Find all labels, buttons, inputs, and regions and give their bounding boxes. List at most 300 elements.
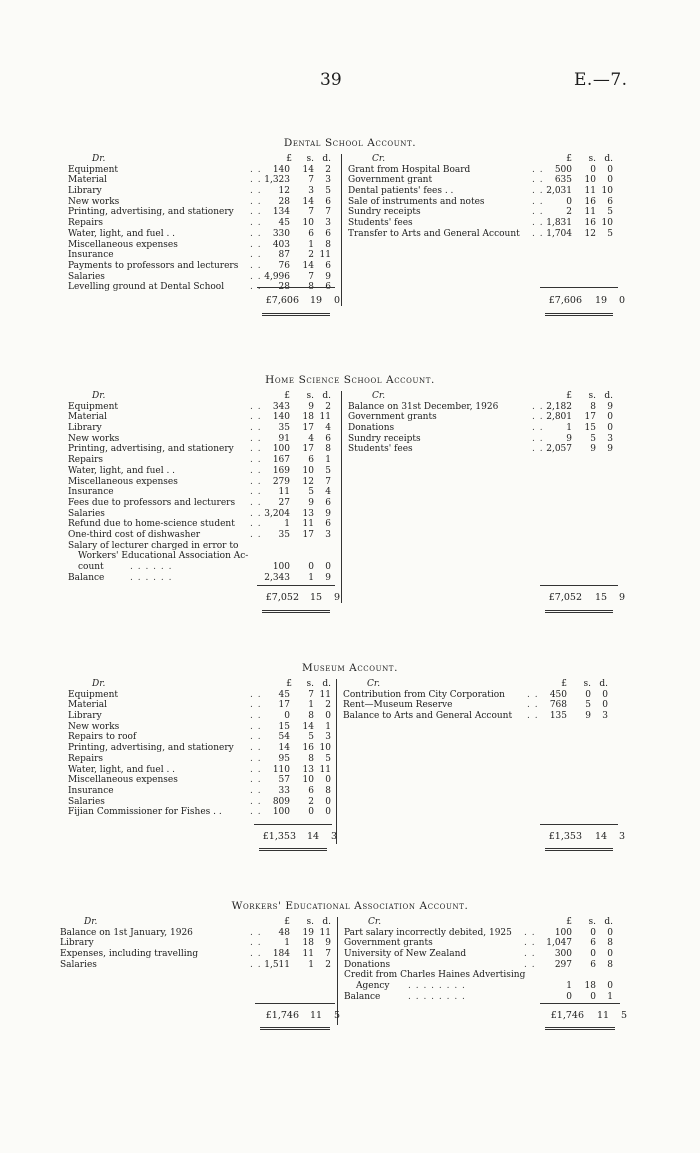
leader-dots: . . xyxy=(532,218,544,229)
item-label: Government grants xyxy=(344,938,433,949)
leader-dots: . . xyxy=(250,753,262,764)
pounds-value: 33 xyxy=(278,785,290,796)
shillings-header: s. xyxy=(588,391,596,401)
pence-value: 6 xyxy=(325,228,331,239)
credit-line-2: Agency xyxy=(356,981,390,992)
ledger-row xyxy=(348,197,618,208)
total-pence: 3 xyxy=(331,831,338,842)
shillings-value: 16 xyxy=(584,196,596,207)
pounds-value: 11 xyxy=(278,487,290,498)
shillings-value: 11 xyxy=(584,207,596,218)
leader-dots: . . xyxy=(250,476,262,487)
leader-dots: . . xyxy=(250,282,262,293)
pounds-value: 45 xyxy=(278,689,290,700)
leader-dots: . . xyxy=(532,186,544,197)
item-label: Donations xyxy=(344,959,391,970)
leader-dots: . . xyxy=(524,938,536,949)
shillings-header: s. xyxy=(306,917,314,927)
home-title: Home Science School Account. xyxy=(265,374,435,386)
pence-value: 4 xyxy=(325,487,331,498)
pence-value: 10 xyxy=(319,743,331,754)
shillings-value: 0 xyxy=(308,562,314,572)
pence-value: 6 xyxy=(607,196,613,207)
item-label: Equipment xyxy=(68,401,119,412)
pence-header: d. xyxy=(604,391,613,401)
shillings-value: 8 xyxy=(590,401,596,412)
total-pence: 9 xyxy=(619,592,626,603)
total-pounds: £1,353 xyxy=(548,831,582,842)
item-label: Library xyxy=(60,938,94,949)
leader-dots: . . xyxy=(250,796,262,807)
ledger-row xyxy=(68,743,338,754)
pounds-value: 100 xyxy=(272,444,290,455)
pence-value: 11 xyxy=(319,764,331,775)
total-pence: 0 xyxy=(334,295,341,306)
item-label: Government grants xyxy=(348,412,437,423)
leader-dots: . . xyxy=(250,455,262,466)
home-divider xyxy=(341,391,342,603)
total-pence: 5 xyxy=(334,1010,341,1021)
item-label: One-third cost of dishwasher xyxy=(68,529,201,540)
ledger-row xyxy=(348,165,618,176)
pence-value: 11 xyxy=(319,412,331,423)
item-label: Refund due to home-science student xyxy=(68,519,235,530)
pounds-value: 14 xyxy=(278,743,290,754)
pounds-value: 1,704 xyxy=(546,228,572,239)
pounds-value: 54 xyxy=(278,732,290,743)
pounds-value: 500 xyxy=(554,164,572,175)
item-label: Salaries xyxy=(68,271,105,282)
total-shillings: 19 xyxy=(594,295,608,306)
shillings-value: 10 xyxy=(302,218,314,229)
pence-value: 7 xyxy=(325,476,331,487)
home-cr-rule xyxy=(540,585,618,586)
dental-cr-total xyxy=(540,295,625,306)
shillings-value: 14 xyxy=(302,196,314,207)
home-salary-item xyxy=(68,541,338,552)
ledger-row xyxy=(68,775,338,786)
wea-dr-rows xyxy=(60,928,340,971)
item-label: Miscellaneous expenses xyxy=(68,239,178,250)
shillings-header: s. xyxy=(588,917,596,927)
home-salary-item-2 xyxy=(68,551,338,562)
dental-dr-rule xyxy=(257,287,335,288)
ledger-row xyxy=(68,711,338,722)
leader-dots: . . xyxy=(250,271,262,282)
item-label: Material xyxy=(68,412,107,423)
dr-heading: Dr. xyxy=(84,917,98,927)
pounds-value: 9 xyxy=(566,433,572,444)
pounds-value: 300 xyxy=(554,949,572,960)
pounds-value: 2,057 xyxy=(546,444,572,455)
pounds-value: 1,511 xyxy=(264,959,290,970)
item-label: Library xyxy=(68,423,102,434)
shillings-value: 11 xyxy=(584,186,596,197)
pence-value: 6 xyxy=(325,282,331,293)
cr-heading: Cr. xyxy=(372,154,386,164)
ledger-row xyxy=(348,412,618,423)
leader-dots: . . xyxy=(250,508,262,519)
ledger-row xyxy=(68,797,338,808)
leader-dots: . . xyxy=(532,228,544,239)
leader-dots: . . xyxy=(532,164,544,175)
pence-value: 2 xyxy=(325,401,331,412)
pounds-value: 140 xyxy=(272,164,290,175)
leader-dots: . . xyxy=(250,164,262,175)
ledger-row xyxy=(68,754,338,765)
item-label: Printing, advertising, and stationery xyxy=(68,444,234,455)
dental-dr-side xyxy=(68,154,338,293)
pounds-value: 1,323 xyxy=(264,175,290,186)
pounds-value: 4,996 xyxy=(264,271,290,282)
item-label: New works xyxy=(68,721,120,732)
ledger-row xyxy=(68,434,338,445)
ledger-row xyxy=(68,197,338,208)
pounds-value: 279 xyxy=(272,476,290,487)
ledger-row xyxy=(68,175,338,186)
dental-title: Dental School Account. xyxy=(283,137,417,149)
shillings-value: 14 xyxy=(302,260,314,271)
item-label: Part salary incorrectly debited, 1925 xyxy=(344,927,512,938)
ledger-row xyxy=(348,186,618,197)
pounds-value: 330 xyxy=(272,228,290,239)
pence-value: 6 xyxy=(325,519,331,530)
pence-value: 0 xyxy=(325,796,331,807)
item-label: Insurance xyxy=(68,487,114,498)
shillings-header: s. xyxy=(583,679,591,689)
dental-dr-header xyxy=(68,154,338,165)
shillings-value: 12 xyxy=(584,228,596,239)
item-label: Dental patients' fees . . xyxy=(348,186,454,197)
pounds-value: 28 xyxy=(278,196,290,207)
pence-value: 6 xyxy=(325,433,331,444)
leader-dots: . . xyxy=(250,529,262,540)
pence-value: 9 xyxy=(325,271,331,282)
item-label: Repairs xyxy=(68,455,104,466)
page-number: 39 xyxy=(320,70,342,90)
wea-title: Workers' Educational Association Account. xyxy=(231,900,469,912)
ledger-row xyxy=(68,487,338,498)
item-label: Water, light, and fuel . . xyxy=(68,465,176,476)
dental-dr-rows xyxy=(68,165,338,293)
home-cr-total xyxy=(540,592,625,603)
item-label: Repairs xyxy=(68,753,104,764)
leader-dots: . . xyxy=(527,700,539,711)
item-label: Insurance xyxy=(68,785,114,796)
pounds-value: 15 xyxy=(278,721,290,732)
ledger-row xyxy=(68,530,338,541)
item-label: Students' fees xyxy=(348,218,413,229)
shillings-value: 7 xyxy=(308,175,314,186)
cr-heading: Cr. xyxy=(368,917,382,927)
item-label: Printing, advertising, and stationery xyxy=(68,207,234,218)
shillings-value: 17 xyxy=(302,529,314,540)
leader-dots: . . . . . . xyxy=(130,562,173,572)
pence-value: 0 xyxy=(607,412,613,423)
wea-dr-total xyxy=(255,1010,340,1021)
pounds-value: 768 xyxy=(549,700,567,711)
pence-value: 3 xyxy=(602,711,608,722)
home-balance-item xyxy=(68,573,338,584)
home-dr-rows xyxy=(68,402,338,541)
ledger-row xyxy=(68,786,338,797)
item-label: Rent—Museum Reserve xyxy=(343,700,453,711)
pence-value: 3 xyxy=(325,218,331,229)
shillings-value: 5 xyxy=(585,700,591,711)
shillings-value: 19 xyxy=(302,927,314,938)
item-label: Water, light, and fuel . . xyxy=(68,228,176,239)
shillings-value: 6 xyxy=(590,959,596,970)
shillings-header: s. xyxy=(588,154,596,164)
ledger-row xyxy=(68,807,338,818)
leader-dots: . . xyxy=(250,228,262,239)
pence-value: 11 xyxy=(319,250,331,261)
leader-dots: . . xyxy=(250,785,262,796)
leader-dots: . . xyxy=(532,412,544,423)
salary-line-1: Salary of lecturer charged in error to xyxy=(68,540,239,551)
shillings-value: 8 xyxy=(308,711,314,722)
museum-divider xyxy=(336,679,337,844)
item-label: Contribution from City Corporation xyxy=(343,689,505,700)
pounds-header: £ xyxy=(566,917,572,927)
pence-value: 0 xyxy=(602,700,608,711)
home-dr-double-rule xyxy=(262,610,330,613)
leader-dots: . . xyxy=(250,465,262,476)
pence-header: d. xyxy=(322,391,331,401)
shillings-value: 16 xyxy=(302,743,314,754)
leader-dots: . . xyxy=(532,423,544,434)
ledger-row xyxy=(68,466,338,477)
dental-dr-total xyxy=(257,295,340,306)
item-label: Balance on 1st January, 1926 xyxy=(60,927,193,938)
museum-dr-rows xyxy=(68,690,338,818)
shillings-value: 17 xyxy=(302,423,314,434)
cr-heading: Cr. xyxy=(372,391,386,401)
pounds-value: 140 xyxy=(272,412,290,423)
ledger-row xyxy=(68,186,338,197)
ledger-row xyxy=(68,732,338,743)
ledger-row xyxy=(68,700,338,711)
item-label: New works xyxy=(68,196,120,207)
pounds-value: 635 xyxy=(554,175,572,186)
shillings-value: 16 xyxy=(584,218,596,229)
shillings-value: 0 xyxy=(590,949,596,960)
shillings-value: 9 xyxy=(308,497,314,508)
pence-value: 5 xyxy=(325,186,331,197)
wea-dr-header xyxy=(60,917,340,928)
total-pence: 3 xyxy=(619,831,626,842)
pence-value: 0 xyxy=(325,562,331,572)
pence-value: 3 xyxy=(607,433,613,444)
ledger-row xyxy=(68,477,338,488)
home-dr-side xyxy=(68,391,338,583)
pounds-value: 100 xyxy=(272,562,290,572)
item-label: Water, light, and fuel . . xyxy=(68,764,176,775)
museum-title: Museum Account. xyxy=(301,662,399,674)
item-label: Students' fees xyxy=(348,444,413,455)
pence-header: d. xyxy=(599,679,608,689)
total-shillings: 14 xyxy=(306,831,320,842)
pounds-value: 2 xyxy=(566,207,572,218)
item-label: Sale of instruments and notes xyxy=(348,196,485,207)
pence-value: 5 xyxy=(325,753,331,764)
museum-dr-total xyxy=(254,831,337,842)
pence-value: 2 xyxy=(325,959,331,970)
ledger-row xyxy=(60,938,340,949)
leader-dots: . . xyxy=(250,959,262,970)
pence-value: 2 xyxy=(325,700,331,711)
shillings-value: 6 xyxy=(308,455,314,466)
ledger-row xyxy=(343,700,613,711)
ledger-row xyxy=(68,765,338,776)
dr-heading: Dr. xyxy=(92,391,106,401)
shillings-value: 5 xyxy=(308,732,314,743)
item-label: University of New Zealand xyxy=(344,949,467,960)
shillings-value: 4 xyxy=(308,433,314,444)
pence-value: 0 xyxy=(602,689,608,700)
dental-cr-header xyxy=(348,154,618,165)
item-label: Material xyxy=(68,175,107,186)
leader-dots: . . xyxy=(250,938,262,949)
pence-value: 9 xyxy=(607,444,613,455)
ledger-row xyxy=(68,690,338,701)
leader-dots: . . xyxy=(250,207,262,218)
leader-dots: . . xyxy=(250,423,262,434)
item-label: Fijian Commissioner for Fishes . . xyxy=(68,807,222,818)
pence-value: 0 xyxy=(607,164,613,175)
wea-credit-item-2 xyxy=(344,981,619,992)
pence-value: 8 xyxy=(607,959,613,970)
pounds-value: 1 xyxy=(284,938,290,949)
pence-value: 8 xyxy=(325,785,331,796)
home-cr-rows xyxy=(348,402,618,455)
item-label: New works xyxy=(68,433,120,444)
dental-cr-double-rule xyxy=(545,313,613,316)
leader-dots: . . xyxy=(250,732,262,743)
wea-credit-item xyxy=(344,970,619,981)
ledger-row xyxy=(68,498,338,509)
item-label: Grant from Hospital Board xyxy=(348,164,471,175)
shillings-value: 10 xyxy=(584,175,596,186)
shillings-header: s. xyxy=(306,679,314,689)
pounds-value: 297 xyxy=(554,959,572,970)
pence-value: 6 xyxy=(325,260,331,271)
total-shillings: 19 xyxy=(309,295,323,306)
credit-line-1: Credit from Charles Haines Advertising xyxy=(344,970,526,981)
shillings-value: 7 xyxy=(308,689,314,700)
ledger-row xyxy=(343,690,613,701)
shillings-value: 9 xyxy=(585,711,591,722)
home-dr-rule xyxy=(257,585,335,586)
pounds-header: £ xyxy=(286,679,292,689)
ledger-row xyxy=(68,207,338,218)
pence-header: d. xyxy=(322,679,331,689)
item-label: Salaries xyxy=(60,959,97,970)
pounds-value: 91 xyxy=(278,433,290,444)
pounds-value: 2,031 xyxy=(546,186,572,197)
pounds-value: 450 xyxy=(549,689,567,700)
shillings-value: 1 xyxy=(308,959,314,970)
leader-dots: . . xyxy=(532,196,544,207)
balance-label: Balance xyxy=(68,572,105,583)
pence-value: 0 xyxy=(607,423,613,434)
pounds-value: 167 xyxy=(272,455,290,466)
leader-dots: . . xyxy=(532,444,544,455)
leader-dots: . . xyxy=(250,743,262,754)
leader-dots: . . xyxy=(532,433,544,444)
shillings-value: 11 xyxy=(302,949,314,960)
pounds-value: 35 xyxy=(278,423,290,434)
leader-dots: . . xyxy=(532,401,544,412)
leader-dots: . . xyxy=(250,196,262,207)
item-label: Equipment xyxy=(68,164,119,175)
ledger-row xyxy=(343,711,613,722)
ledger-row xyxy=(68,402,338,413)
leader-dots: . . xyxy=(524,949,536,960)
leader-dots: . . xyxy=(250,412,262,423)
pence-value: 0 xyxy=(607,949,613,960)
dental-divider xyxy=(341,154,342,306)
item-label: Fees due to professors and lecturers xyxy=(68,497,236,508)
leader-dots: . . xyxy=(250,807,262,818)
shillings-value: 2 xyxy=(308,250,314,261)
pence-value: 3 xyxy=(325,175,331,186)
pounds-value: 184 xyxy=(272,949,290,960)
shillings-value: 14 xyxy=(302,164,314,175)
pence-value: 9 xyxy=(325,508,331,519)
dental-cr-rows xyxy=(348,165,618,240)
ledger-row xyxy=(348,434,618,445)
total-shillings: 14 xyxy=(594,831,608,842)
balance-label: Balance xyxy=(344,991,381,1002)
pounds-value: 76 xyxy=(278,260,290,271)
item-label: Payments to professors and lecturers xyxy=(68,260,239,271)
item-label: Sundry receipts xyxy=(348,207,421,218)
item-label: Equipment xyxy=(68,689,119,700)
pounds-header: £ xyxy=(284,917,290,927)
ledger-row xyxy=(344,938,619,949)
page-reference: E.—7. xyxy=(574,70,628,90)
leader-dots: . . xyxy=(250,444,262,455)
shillings-value: 0 xyxy=(590,164,596,175)
leader-dots: . . xyxy=(532,175,544,186)
museum-dr-header xyxy=(68,679,338,690)
leader-dots: . . xyxy=(524,927,536,938)
item-label: Salaries xyxy=(68,796,105,807)
shillings-value: 13 xyxy=(302,508,314,519)
ledger-row xyxy=(68,229,338,240)
leader-dots: . . xyxy=(250,433,262,444)
item-label: Material xyxy=(68,700,107,711)
leader-dots: . . xyxy=(532,207,544,218)
ledger-row xyxy=(68,240,338,251)
shillings-value: 13 xyxy=(302,764,314,775)
pounds-value: 87 xyxy=(278,250,290,261)
total-pounds: £7,606 xyxy=(548,295,582,306)
shillings-value: 6 xyxy=(308,228,314,239)
item-label: Government grant xyxy=(348,175,433,186)
pence-header: d. xyxy=(322,917,331,927)
pence-value: 6 xyxy=(325,196,331,207)
pounds-value: 100 xyxy=(554,927,572,938)
pounds-value: 0 xyxy=(566,196,572,207)
total-pence: 0 xyxy=(619,295,626,306)
total-pence: 9 xyxy=(334,592,341,603)
ledger-row xyxy=(348,402,618,413)
pence-value: 5 xyxy=(607,228,613,239)
ledger-row xyxy=(60,928,340,939)
pence-value: 0 xyxy=(325,775,331,786)
